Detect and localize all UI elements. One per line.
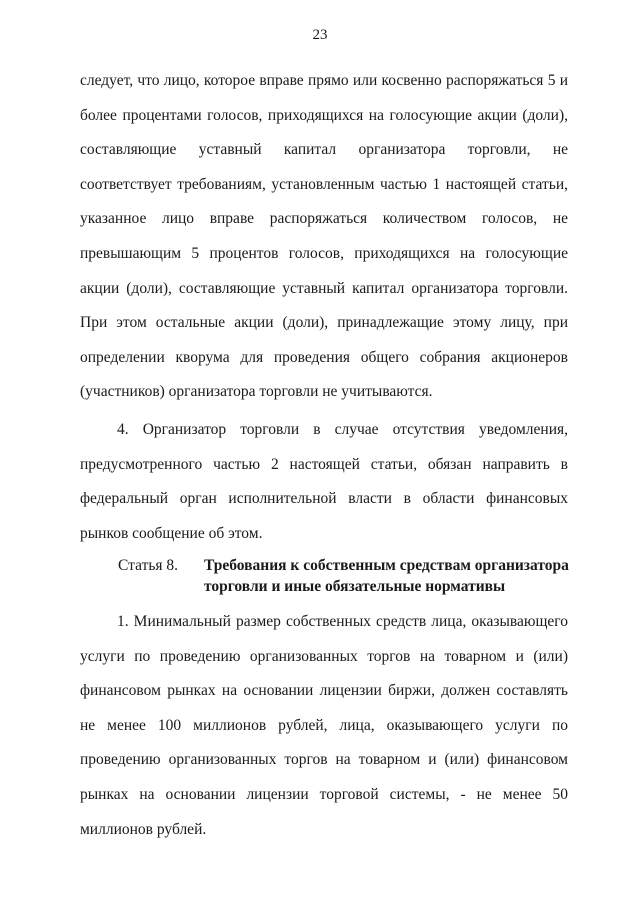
- page-number: 23: [312, 27, 328, 43]
- paragraph-notification-duty: 4. Организатор торговли в случае отсутствия уведомления, предусмотренного частью 2 настоящей статьи, обязан направить в федеральный орган исполнительной власти в области финансовых рынков сообщение об этом.: [80, 421, 568, 542]
- article-number: Статья 8.: [118, 557, 179, 574]
- paragraph-minimum-capital: 1. Минимальный размер собственных средств лица, оказывающего услуги по проведению организованных торгов на товарном и (или) финансовом рынках на основании лицензии биржи, должен составлять не менее 100 миллионов рублей, лица, оказывающего услуги по проведению организованных торгов на товарном и (или) финансовом рынках на основании лицензии торговой системы, - не менее 50 миллионов рублей.: [80, 613, 568, 838]
- paragraph-voting-shares: следует, что лицо, которое вправе прямо или косвенно распоряжаться 5 и более процентами голосов, приходящихся на голосующие акции (доли), составляющие уставный капитал организатора торговли, не соответствует требованиям, установленным частью 1 настоящей статьи, указанное лицо вправе распоряжаться количеством голосов, не превышающим 5 процентов голосов, приходящихся на голосующие акции (доли), составляющие уставный капитал организатора торговли. При этом остальные акции (доли), принадлежащие этому лицу, при определении кворума для проведения общего собрания акционеров (участников) организатора торговли не учитываются.: [80, 72, 568, 401]
- article-title: Требования к собственным средствам организатора торговли и иные обязательные нормативы: [204, 557, 569, 595]
